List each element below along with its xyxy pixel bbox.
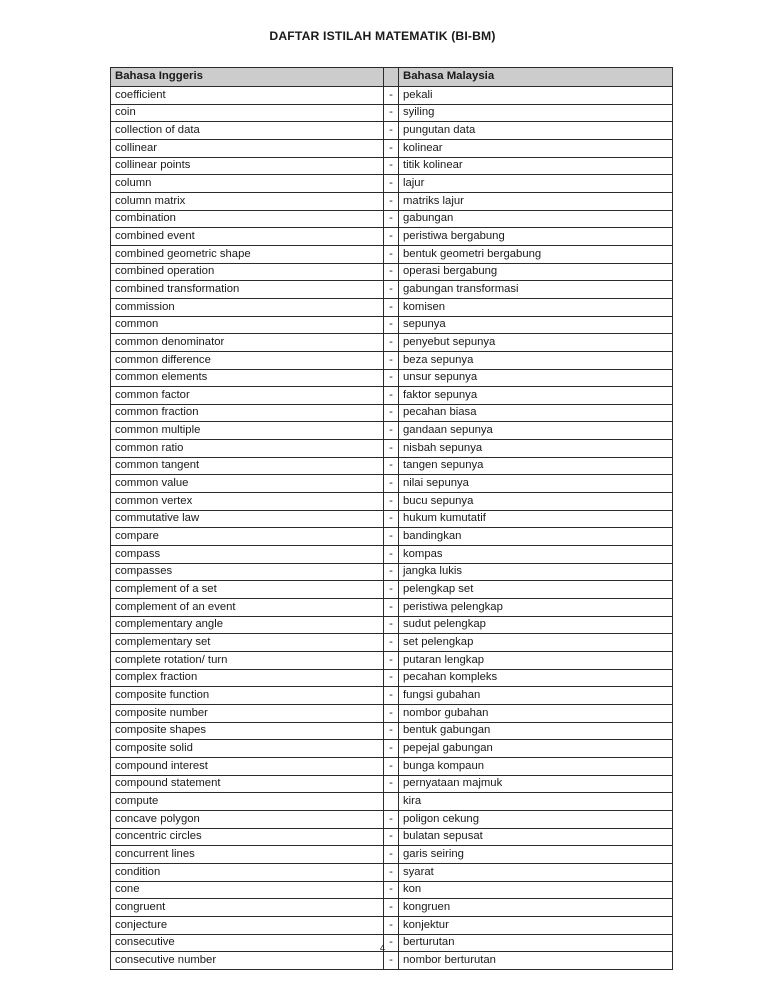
term-malay: peristiwa bergabung	[399, 228, 673, 246]
term-separator: -	[384, 228, 399, 246]
term-english: condition	[111, 863, 384, 881]
term-english: composite number	[111, 704, 384, 722]
table-row	[111, 316, 673, 334]
term-separator: -	[384, 175, 399, 193]
term-separator: -	[384, 404, 399, 422]
term-english: common denominator	[111, 334, 384, 352]
table-row	[111, 687, 673, 705]
term-separator: -	[384, 245, 399, 263]
table-row	[111, 510, 673, 528]
term-malay: faktor sepunya	[399, 387, 673, 405]
term-malay: bandingkan	[399, 528, 673, 546]
term-separator: -	[384, 634, 399, 652]
term-malay: nisbah sepunya	[399, 440, 673, 458]
table-row	[111, 881, 673, 899]
term-malay: kongruen	[399, 899, 673, 917]
table-header-row	[111, 68, 673, 87]
table-row	[111, 669, 673, 687]
term-english: cone	[111, 881, 384, 899]
term-malay: syarat	[399, 863, 673, 881]
table-row	[111, 263, 673, 281]
table-row	[111, 740, 673, 758]
term-english: concurrent lines	[111, 846, 384, 864]
term-malay: sudut pelengkap	[399, 616, 673, 634]
table-row	[111, 404, 673, 422]
table-row	[111, 563, 673, 581]
table-row	[111, 157, 673, 175]
term-separator: -	[384, 881, 399, 899]
term-english: common factor	[111, 387, 384, 405]
term-english: common value	[111, 475, 384, 493]
table-row	[111, 810, 673, 828]
term-malay: lajur	[399, 175, 673, 193]
term-malay: putaran lengkap	[399, 652, 673, 670]
term-malay: nombor gubahan	[399, 704, 673, 722]
term-english: coefficient	[111, 87, 384, 105]
term-english: combined transformation	[111, 281, 384, 299]
table-row	[111, 899, 673, 917]
term-separator: -	[384, 351, 399, 369]
term-english: combined geometric shape	[111, 245, 384, 263]
table-row	[111, 387, 673, 405]
table-row	[111, 757, 673, 775]
term-separator: -	[384, 899, 399, 917]
term-malay: pelengkap set	[399, 581, 673, 599]
term-english: consecutive number	[111, 952, 384, 970]
table-row	[111, 846, 673, 864]
term-english: coin	[111, 104, 384, 122]
table-row	[111, 228, 673, 246]
term-separator: -	[384, 281, 399, 299]
term-separator: -	[384, 757, 399, 775]
term-separator: -	[384, 369, 399, 387]
term-malay: jangka lukis	[399, 563, 673, 581]
page-title: DAFTAR ISTILAH MATEMATIK (BI-BM)	[269, 29, 496, 43]
term-english: complement of a set	[111, 581, 384, 599]
table-row	[111, 139, 673, 157]
term-english: common elements	[111, 369, 384, 387]
table-row	[111, 952, 673, 970]
term-malay: beza sepunya	[399, 351, 673, 369]
term-separator: -	[384, 934, 399, 952]
table-row	[111, 210, 673, 228]
term-english: commutative law	[111, 510, 384, 528]
term-english: composite shapes	[111, 722, 384, 740]
table-row	[111, 493, 673, 511]
term-separator: -	[384, 563, 399, 581]
term-malay: gandaan sepunya	[399, 422, 673, 440]
term-malay: bucu sepunya	[399, 493, 673, 511]
column-header-malay: Bahasa Malaysia	[399, 68, 673, 87]
term-english: complement of an event	[111, 599, 384, 617]
table-row	[111, 457, 673, 475]
term-english: complementary set	[111, 634, 384, 652]
term-english: complementary angle	[111, 616, 384, 634]
table-row	[111, 528, 673, 546]
term-separator: -	[384, 210, 399, 228]
term-english: congruent	[111, 899, 384, 917]
term-english: common difference	[111, 351, 384, 369]
term-malay: tangen sepunya	[399, 457, 673, 475]
term-separator: -	[384, 546, 399, 564]
table-row	[111, 245, 673, 263]
term-english: compound statement	[111, 775, 384, 793]
glossary-table	[110, 67, 673, 970]
table-row	[111, 704, 673, 722]
term-separator: -	[384, 422, 399, 440]
term-malay: pecahan kompleks	[399, 669, 673, 687]
term-separator: -	[384, 192, 399, 210]
table-row	[111, 581, 673, 599]
term-english: composite function	[111, 687, 384, 705]
table-row	[111, 122, 673, 140]
term-malay: gabungan transformasi	[399, 281, 673, 299]
term-separator: -	[384, 528, 399, 546]
table-row	[111, 422, 673, 440]
term-malay: nilai sepunya	[399, 475, 673, 493]
term-separator: -	[384, 157, 399, 175]
term-english: conjecture	[111, 916, 384, 934]
table-row	[111, 281, 673, 299]
term-separator: -	[384, 104, 399, 122]
term-english: common multiple	[111, 422, 384, 440]
term-malay: peristiwa pelengkap	[399, 599, 673, 617]
table-row	[111, 369, 673, 387]
term-malay: konjektur	[399, 916, 673, 934]
term-english: consecutive	[111, 934, 384, 952]
term-separator: -	[384, 687, 399, 705]
term-separator: -	[384, 863, 399, 881]
term-malay: pungutan data	[399, 122, 673, 140]
table-row	[111, 298, 673, 316]
term-english: compasses	[111, 563, 384, 581]
table-row	[111, 334, 673, 352]
term-english: compound interest	[111, 757, 384, 775]
table-row	[111, 440, 673, 458]
table-row	[111, 546, 673, 564]
term-separator: -	[384, 916, 399, 934]
term-malay: hukum kumutatif	[399, 510, 673, 528]
term-malay: unsur sepunya	[399, 369, 673, 387]
term-separator: -	[384, 122, 399, 140]
term-english: common tangent	[111, 457, 384, 475]
term-english: compare	[111, 528, 384, 546]
term-malay: titik kolinear	[399, 157, 673, 175]
term-malay: kira	[399, 793, 673, 811]
term-separator: -	[384, 263, 399, 281]
term-separator: -	[384, 510, 399, 528]
term-malay: komisen	[399, 298, 673, 316]
term-separator: -	[384, 334, 399, 352]
table-row	[111, 722, 673, 740]
term-separator	[384, 793, 399, 811]
table-row	[111, 87, 673, 105]
term-separator: -	[384, 599, 399, 617]
term-malay: pecahan biasa	[399, 404, 673, 422]
term-separator: -	[384, 952, 399, 970]
table-header	[111, 68, 673, 87]
term-malay: penyebut sepunya	[399, 334, 673, 352]
term-malay: syiling	[399, 104, 673, 122]
term-malay: poligon cekung	[399, 810, 673, 828]
term-english: concave polygon	[111, 810, 384, 828]
term-english: common ratio	[111, 440, 384, 458]
term-english: common	[111, 316, 384, 334]
table-row	[111, 775, 673, 793]
term-english: common vertex	[111, 493, 384, 511]
term-separator: -	[384, 669, 399, 687]
term-english: combination	[111, 210, 384, 228]
term-separator: -	[384, 775, 399, 793]
term-english: collinear points	[111, 157, 384, 175]
term-english: column matrix	[111, 192, 384, 210]
table-row	[111, 475, 673, 493]
term-separator: -	[384, 704, 399, 722]
term-separator: -	[384, 581, 399, 599]
table-row	[111, 916, 673, 934]
term-malay: bentuk gabungan	[399, 722, 673, 740]
table-row	[111, 175, 673, 193]
column-header-english: Bahasa Inggeris	[111, 68, 384, 87]
table-row	[111, 616, 673, 634]
term-malay: kompas	[399, 546, 673, 564]
term-malay: nombor berturutan	[399, 952, 673, 970]
term-english: compass	[111, 546, 384, 564]
term-malay: operasi bergabung	[399, 263, 673, 281]
term-english: complex fraction	[111, 669, 384, 687]
term-malay: set pelengkap	[399, 634, 673, 652]
term-separator: -	[384, 139, 399, 157]
table-row	[111, 652, 673, 670]
page-number: 4	[379, 943, 386, 954]
term-english: combined event	[111, 228, 384, 246]
term-malay: bentuk geometri bergabung	[399, 245, 673, 263]
term-separator: -	[384, 87, 399, 105]
term-separator: -	[384, 493, 399, 511]
table-row	[111, 828, 673, 846]
table-row	[111, 634, 673, 652]
term-english: composite solid	[111, 740, 384, 758]
term-english: common fraction	[111, 404, 384, 422]
term-separator: -	[384, 616, 399, 634]
term-separator: -	[384, 457, 399, 475]
term-english: collection of data	[111, 122, 384, 140]
table-body	[111, 87, 673, 970]
term-malay: bulatan sepusat	[399, 828, 673, 846]
table-row	[111, 192, 673, 210]
table-row	[111, 599, 673, 617]
term-separator: -	[384, 740, 399, 758]
term-malay: gabungan	[399, 210, 673, 228]
term-english: complete rotation/ turn	[111, 652, 384, 670]
term-malay: sepunya	[399, 316, 673, 334]
table-row	[111, 863, 673, 881]
term-separator: -	[384, 810, 399, 828]
term-separator: -	[384, 475, 399, 493]
term-malay: pekali	[399, 87, 673, 105]
term-english: commission	[111, 298, 384, 316]
table-row	[111, 793, 673, 811]
term-separator: -	[384, 846, 399, 864]
term-malay: bunga kompaun	[399, 757, 673, 775]
term-separator: -	[384, 440, 399, 458]
table-row	[111, 351, 673, 369]
term-malay: matriks lajur	[399, 192, 673, 210]
term-malay: berturutan	[399, 934, 673, 952]
term-english: compute	[111, 793, 384, 811]
term-separator: -	[384, 828, 399, 846]
term-separator: -	[384, 316, 399, 334]
term-malay: kon	[399, 881, 673, 899]
term-separator: -	[384, 387, 399, 405]
term-english: collinear	[111, 139, 384, 157]
term-separator: -	[384, 652, 399, 670]
term-malay: kolinear	[399, 139, 673, 157]
term-separator: -	[384, 722, 399, 740]
term-malay: fungsi gubahan	[399, 687, 673, 705]
term-malay: pernyataan majmuk	[399, 775, 673, 793]
term-english: column	[111, 175, 384, 193]
term-separator: -	[384, 298, 399, 316]
column-header-separator	[384, 68, 399, 87]
table-row	[111, 104, 673, 122]
term-malay: pepejal gabungan	[399, 740, 673, 758]
term-english: combined operation	[111, 263, 384, 281]
term-malay: garis seiring	[399, 846, 673, 864]
term-english: concentric circles	[111, 828, 384, 846]
